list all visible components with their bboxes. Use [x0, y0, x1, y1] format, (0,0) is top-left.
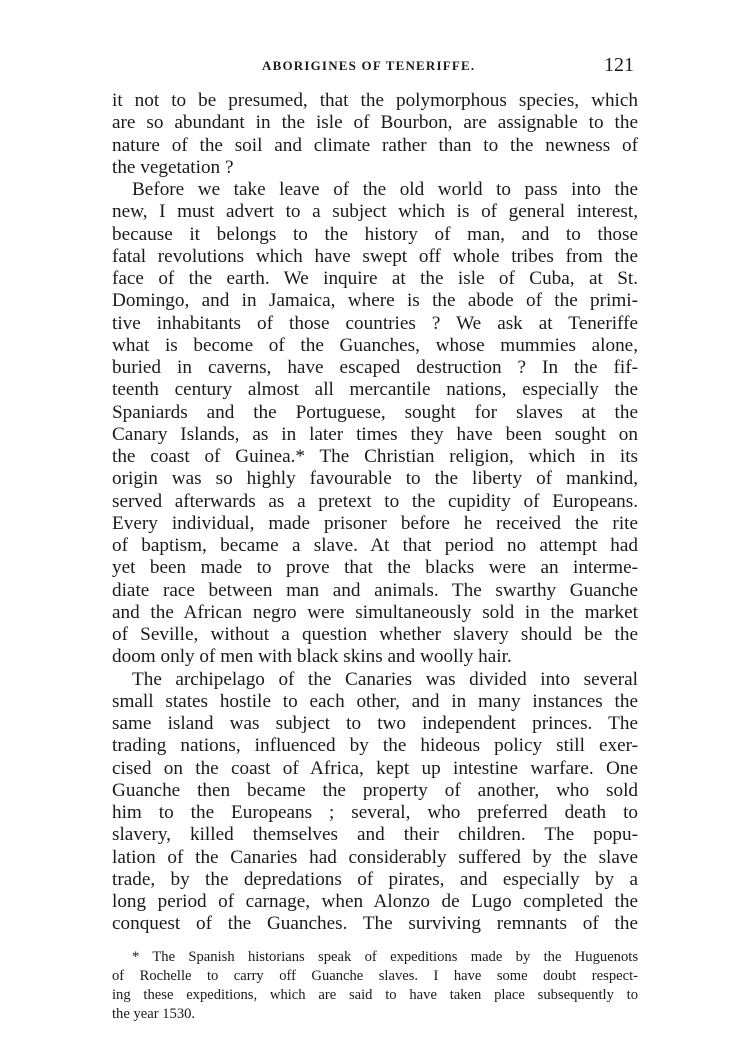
running-title: ABORIGINES OF TENERIFFE.: [262, 58, 476, 73]
text-line: served afterwards as a pretext to the cupidity of Europeans.: [112, 490, 638, 512]
footnote-line: the year 1530.: [112, 1005, 196, 1022]
text-line: and the African negro were simultaneously sold in the market: [112, 601, 638, 623]
text-line: Guanche then became the property of another, who sold: [112, 779, 638, 801]
text-line: tive inhabitants of those countries ? We ask at Teneriffe: [112, 312, 638, 334]
text-line: of baptism, became a slave. At that period no attempt had: [112, 535, 638, 556]
text-line: him to the Europeans ; several, who preferred death to: [112, 802, 638, 823]
running-head: [112, 52, 638, 82]
book-page: [112, 52, 638, 1024]
text-line: conquest of the Guanches. The surviving remnants of the: [112, 913, 638, 935]
text-line: doom only of men with black skins and woolly hair.: [112, 646, 512, 668]
text-line: because it belongs to the history of man, and to those: [112, 223, 638, 245]
text-line: cised on the coast of Africa, kept up intestine warfare. One: [112, 757, 638, 779]
footnotes: [112, 948, 638, 1024]
text-line: Before we take leave of the old world to pass into the: [132, 179, 638, 200]
text-line: what is become of the Guanches, whose mummies alone,: [112, 334, 638, 356]
page-number: 121: [604, 54, 634, 76]
footnote-line: ing these expeditions, which are said to have taken place subsequently to: [112, 986, 638, 1003]
text-line: The archipelago of the Canaries was divided into several: [132, 668, 638, 690]
text-line: lation of the Canaries had considerably suffered by the slave: [112, 846, 638, 868]
text-line: yet been made to prove that the blacks were an interme-: [112, 557, 638, 579]
text-line: new, I must advert to a subject which is of general interest,: [112, 201, 638, 223]
text-line: Domingo, and in Jamaica, where is the abode of the primi-: [112, 290, 638, 312]
text-line: long period of carnage, when Alonzo de Lugo completed the: [112, 891, 638, 912]
footnote-line: * The Spanish historians speak of expeditions made by the Huguenots: [132, 948, 638, 965]
footnote-line: of Rochelle to carry off Guanche slaves. I have some doubt respect-: [112, 967, 638, 984]
text-line: Every individual, made prisoner before he received the rite: [112, 512, 638, 534]
text-line: origin was so highly favourable to the liberty of mankind,: [112, 468, 638, 490]
text-line: diate race between man and animals. The swarthy Guanche: [112, 579, 638, 601]
text-line: small states hostile to each other, and in many instances the: [112, 690, 638, 712]
text-line: are so abundant in the isle of Bourbon, are assignable to the: [112, 112, 638, 134]
text-line: nature of the soil and climate rather than to the newness of: [112, 134, 638, 156]
text-line: trade, by the depredations of pirates, and especially by a: [112, 868, 638, 890]
text-line: fatal revolutions which have swept off whole tribes from the: [112, 245, 638, 267]
text-line: teenth century almost all mercantile nations, especially the: [112, 379, 638, 401]
text-line: the coast of Guinea.* The Christian religion, which in its: [112, 446, 638, 467]
text-line: Spaniards and the Portuguese, sought for slaves at the: [112, 401, 638, 423]
text-line: the vegetation ?: [112, 156, 234, 178]
text-line: face of the earth. We inquire at the isle of Cuba, at St.: [112, 268, 638, 289]
text-line: it not to be presumed, that the polymorphous species, which: [112, 90, 638, 111]
text-line: trading nations, influenced by the hideous policy still exer-: [112, 735, 638, 757]
text-line: of Seville, without a question whether slavery should be the: [112, 624, 638, 645]
text-line: slavery, killed themselves and their children. The popu-: [112, 824, 638, 846]
body-text: [112, 90, 638, 936]
text-line: buried in caverns, have escaped destruction ? In the fif-: [112, 357, 638, 378]
text-line: same island was subject to two independent princes. The: [112, 713, 638, 734]
text-line: Canary Islands, as in later times they have been sought on: [112, 423, 638, 445]
